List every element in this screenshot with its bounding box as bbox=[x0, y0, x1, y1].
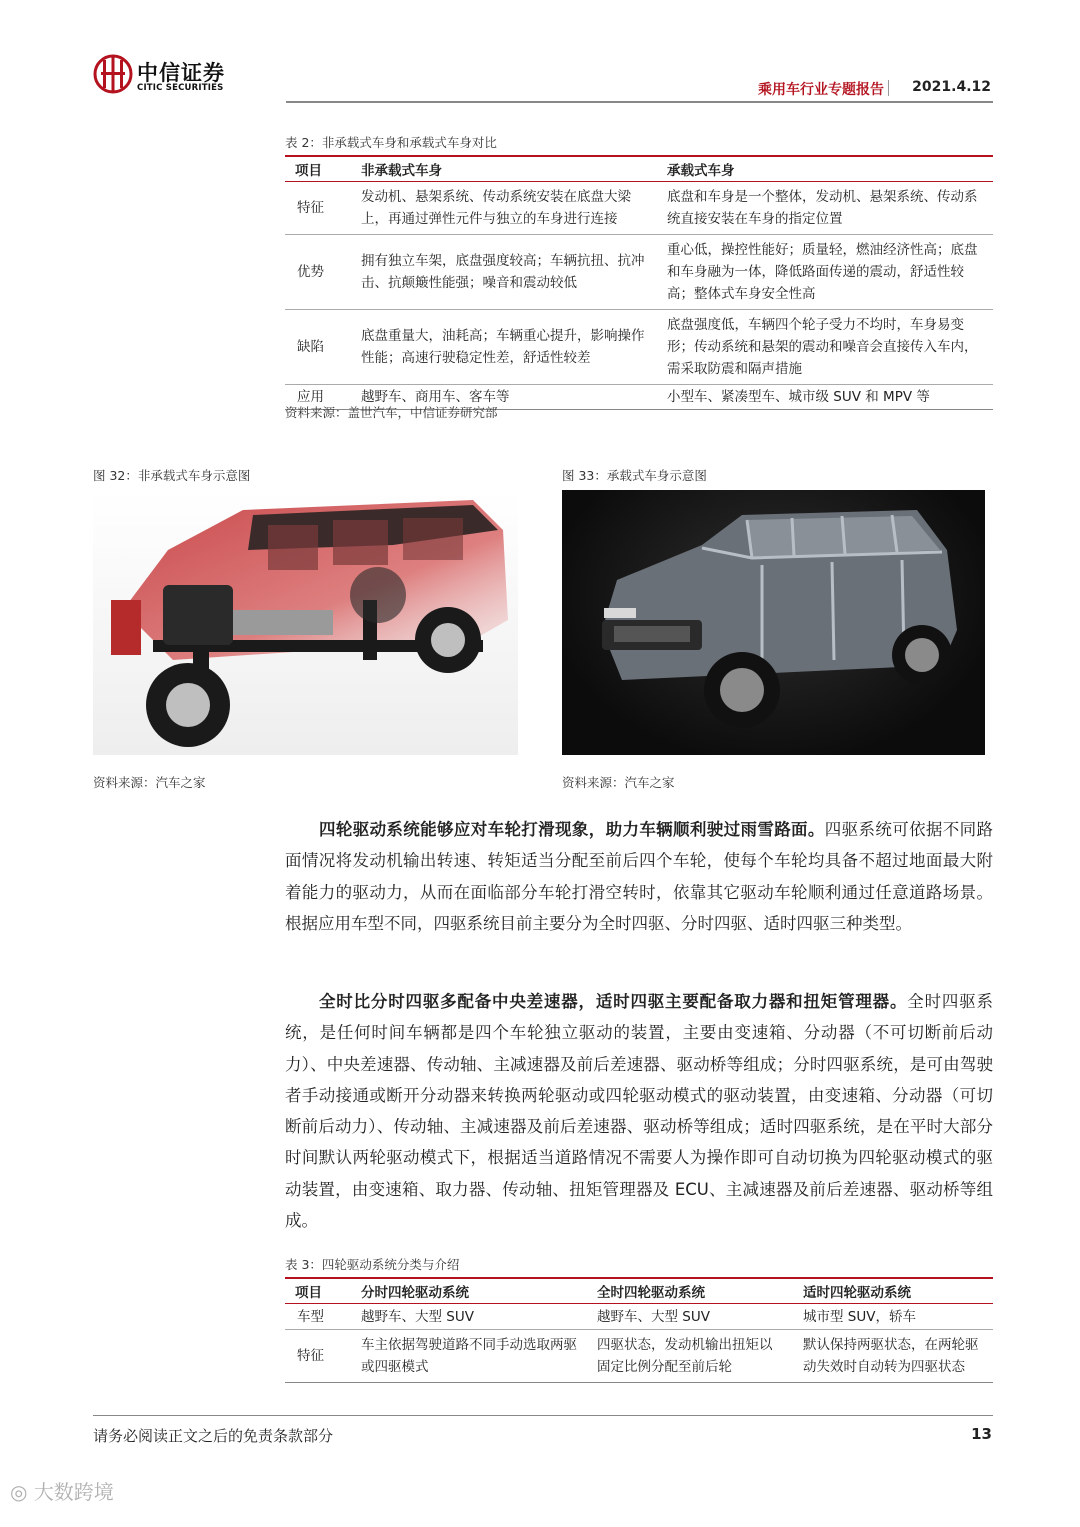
table3-col-item: 项目 bbox=[285, 1278, 351, 1304]
table2-caption: 表 2：非承载式车身和承载式车身对比 bbox=[285, 135, 497, 150]
table2-col-body-on-frame: 非承载式车身 bbox=[351, 156, 657, 182]
table3-col-part-time: 分时四轮驱动系统 bbox=[351, 1278, 587, 1304]
fig33-caption: 图 33：承载式车身示意图 bbox=[562, 468, 707, 483]
brand-name-en: CITIC SECURITIES bbox=[137, 83, 224, 93]
table-row bbox=[285, 182, 993, 235]
table-cell: 越野车、大型 SUV bbox=[351, 1304, 587, 1330]
citic-emblem-icon bbox=[93, 52, 133, 96]
watermark-icon: ◎ bbox=[10, 1480, 34, 1504]
table3-header-row bbox=[285, 1278, 993, 1304]
footer-disclaimer: 请务必阅读正文之后的免责条款部分 bbox=[93, 1427, 334, 1445]
table3-caption: 表 3：四轮驱动系统分类与介绍 bbox=[285, 1257, 460, 1272]
paragraph-body: 四驱系统可依据不同路面情况将发动机输出转速、转矩适当分配至前后四个车轮，使每个车轮均具备不超过地面最大附着能力的驱动力，从而在面临部分车轮打滑空转时，依靠其它驱动车轮顺利通过任意道路场景。根据应用车型不同，四驱系统目前主要分为全时四驱、分时四驱、适时四驱三种类型。 bbox=[285, 820, 994, 933]
table3-col-on-demand: 适时四轮驱动系统 bbox=[793, 1278, 993, 1304]
table-cell: 底盘重量大，油耗高；车辆重心提升，影响操作性能；高速行驶稳定性差，舒适性较差 bbox=[351, 310, 657, 385]
paragraph-lead: 四轮驱动系统能够应对车轮打滑现象，助力车辆顺利驶过雨雪路面。 bbox=[319, 820, 825, 839]
citic-logo bbox=[93, 52, 253, 98]
table-cell: 发动机、悬架系统、传动系统安装在底盘大梁上，再通过弹性元件与独立的车身进行连接 bbox=[351, 182, 657, 235]
paragraph-lead: 全时比分时四驱多配备中央差速器，适时四驱主要配备取力器和扭矩管理器。 bbox=[319, 992, 908, 1011]
header-rule bbox=[286, 101, 993, 103]
table2-col-item: 项目 bbox=[285, 156, 351, 182]
row-key: 优势 bbox=[285, 235, 351, 310]
paragraph-4wd-intro bbox=[285, 814, 993, 939]
paragraph-4wd-types bbox=[285, 986, 993, 1236]
fig32-image bbox=[93, 490, 518, 755]
table-cell: 默认保持两驱状态，在两轮驱动失效时自动转为四驱状态 bbox=[793, 1330, 993, 1383]
table3-col-full-time: 全时四轮驱动系统 bbox=[587, 1278, 793, 1304]
table-cell: 车主依据驾驶道路不同手动选取两驱或四驱模式 bbox=[351, 1330, 587, 1383]
table-cell: 小型车、紧凑型车、城市级 SUV 和 MPV 等 bbox=[657, 385, 993, 410]
table-cell: 四驱状态，发动机输出扭矩以固定比例分配至前后轮 bbox=[587, 1330, 793, 1383]
table2-col-unibody: 承载式车身 bbox=[657, 156, 993, 182]
fig32-source: 资料来源：汽车之家 bbox=[93, 775, 206, 790]
row-key: 特征 bbox=[285, 1330, 351, 1383]
fig32-caption: 图 32：非承载式车身示意图 bbox=[93, 468, 251, 483]
page-number: 13 bbox=[971, 1425, 992, 1443]
watermark bbox=[10, 1476, 114, 1505]
table-cell: 底盘强度低，车辆四个轮子受力不均时，车身易变形；传动系统和悬架的震动和噪音会直接传入车内，需采取防震和隔声措施 bbox=[657, 310, 993, 385]
table-cell: 越野车、大型 SUV bbox=[587, 1304, 793, 1330]
table-cell: 拥有独立车架，底盘强度较高；车辆抗扭、抗冲击、抗颠簸性能强；噪音和震动较低 bbox=[351, 235, 657, 310]
table3 bbox=[285, 1277, 993, 1383]
report-title: 乘用车行业专题报告 bbox=[758, 82, 884, 98]
watermark-text: 大数跨境 bbox=[33, 1480, 114, 1504]
table2-source: 资料来源：盖世汽车，中信证券研究部 bbox=[285, 405, 498, 420]
table2-header-row bbox=[285, 156, 993, 182]
table-cell: 底盘和车身是一个整体，发动机、悬架系统、传动系统直接安装在车身的指定位置 bbox=[657, 182, 993, 235]
body-on-frame-car-illustration bbox=[93, 490, 518, 755]
table-row bbox=[285, 235, 993, 310]
unibody-car-illustration bbox=[562, 490, 985, 755]
fig33-source: 资料来源：汽车之家 bbox=[562, 775, 675, 790]
paragraph-body: 全时四驱系统，是任何时间车辆都是四个车轮独立驱动的装置，主要由变速箱、分动器（不可切断前后动力）、中央差速器、传动轴、主减速器及前后差速器、驱动桥等组成；分时四驱系统，是可由驾驶者手动接通或断开分动器来转换两轮驱动或四轮驱动模式的驱动装置，由变速箱、分动器（可切断前后动力）、传动轴、主减速器及前后差速器、驱动桥等组成；适时四驱系统，是在平时大部分时间默认两轮驱动模式下，根据适当道路情况不需要人为操作即可自动切换为四轮驱动模式的驱动装置，由变速箱、取力器、传动轴、扭矩管理器及 ECU、主减速器及前后差速器、驱动桥等组成。 bbox=[285, 992, 994, 1231]
table-cell: 越野车、商用车、客车等 bbox=[351, 385, 657, 410]
row-key: 应用 bbox=[285, 385, 351, 410]
row-key: 车型 bbox=[285, 1304, 351, 1330]
table-row bbox=[285, 310, 993, 385]
row-key: 特征 bbox=[285, 182, 351, 235]
header-separator bbox=[888, 80, 889, 96]
table-cell: 重心低，操控性能好；质量轻，燃油经济性高；底盘和车身融为一体，降低路面传递的震动，舒适性较高；整体式车身安全性高 bbox=[657, 235, 993, 310]
fig33-image bbox=[562, 490, 985, 755]
table-cell: 城市型 SUV，轿车 bbox=[793, 1304, 993, 1330]
report-date: 2021.4.12 bbox=[912, 79, 991, 95]
row-key: 缺陷 bbox=[285, 310, 351, 385]
table-row bbox=[285, 1330, 993, 1383]
table2 bbox=[285, 155, 993, 410]
brand-name-cn: 中信证券 bbox=[137, 61, 225, 85]
footer-rule bbox=[93, 1415, 993, 1416]
table-row bbox=[285, 1304, 993, 1330]
